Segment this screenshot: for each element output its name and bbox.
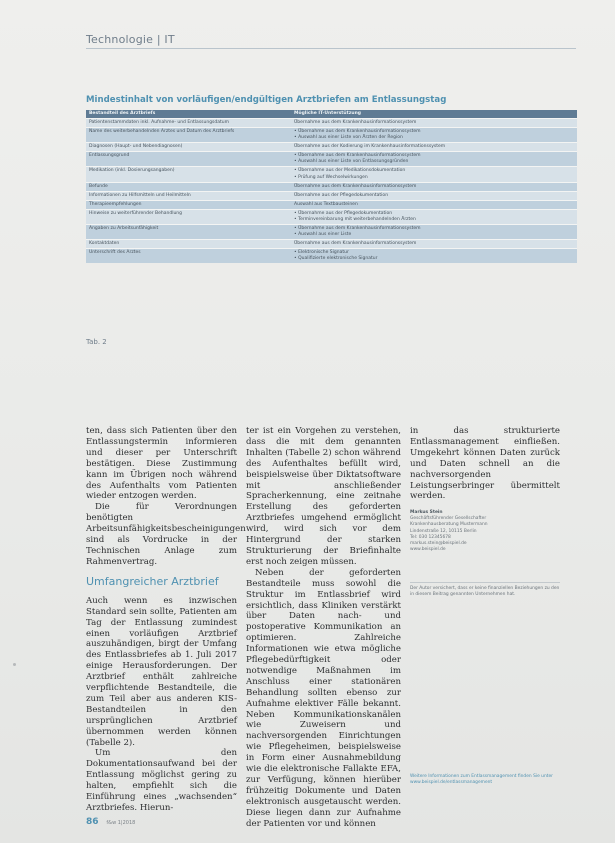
paragraph: Neben der geforderten Bestandteile muss sowohl die Struktur im Entlassbrief wird ersichtlich, dass Kliniken verstärkt über Daten nach- und postoperative Kommunikation an optimieren. Zahlreiche Informationen wie etwa mögliche Pflegebedürftigkeit oder notwendige Maßnahmen im Anschluss einer stationären Behandlung sollten ebenso zur Aufnahme elektiver Fälle bekannt. Neben Kommunikationskanälen wie Zuweisern und nachversorgenden Einrichtungen wie Pflegeheimen, beispielsweise in Form einer Ausnahmebildung wie die elektronische Fallakte EFA, zur Verfügung, können hierüber frühzeitig Dokumente und Daten elektronisch ausgetauscht werden. Diese liegen dann zur Aufnahme der Patienten vor und können	[246, 567, 401, 829]
table-cell: Auswahl aus Textbausteinen	[291, 200, 577, 209]
table-row	[86, 128, 577, 143]
author-line: markus.stein@beispiel.de	[410, 541, 467, 547]
text-column-3	[410, 426, 560, 502]
table-cell: Medikation (inkl. Dosierungsangaben)	[86, 167, 291, 182]
table-row	[86, 209, 577, 224]
author-name: Markus Stein	[410, 510, 443, 515]
table-row	[86, 152, 577, 167]
table-cell: Patientenstammdaten inkl. Aufnahme- und Entlassungsdatum	[86, 119, 291, 128]
table-cell: Unterschrift des Arztes	[86, 249, 291, 264]
table-cell: Übernahme aus dem Krankenhausinformationssystem	[291, 240, 577, 249]
text-column-1	[86, 426, 246, 814]
table-cell: • Übernahme aus der Pflegedokumentation • Terminvereinbarung mit weiterbehandelnden Ärzten	[291, 209, 577, 224]
info-link[interactable]: Weitere Informationen zum Entlassmanagement finden Sie unter www.beispiel.de/entlassmanagement	[410, 774, 553, 786]
author-line: Krankenhausberatung Mustermann	[410, 522, 488, 528]
table-cell: Hinweise zu weiterführender Behandlung	[86, 209, 291, 224]
magazine-name: f&w 1|2018	[106, 820, 136, 826]
paragraph: Auch wenn es inzwischen Standard sein sollte, Patienten am Tag der Entlassung zumindest einen vorläufigen Arztbrief auszuhändigen, birgt der Umfang des Entlassbriefes ab 1. Juli 2017 einige Herausforderungen. Der Arztbrief enthält zahlreiche verpflichtende Bestandteile, die zum Teil aber aus anderen KIS-Bestandteilen in den ursprünglichen Arztbrief übernommen werden können (Tabelle 2).	[86, 595, 237, 748]
table-cell: • Übernahme aus dem Krankenhausinformationssystem • Auswahl aus einer Liste	[291, 224, 577, 239]
table-cell: Entlassungsgrund	[86, 152, 291, 167]
author-box	[410, 510, 560, 553]
table-cell: Übernahme aus der Kodierung im Krankenhausinformationssystem	[291, 143, 577, 152]
subheading: Umfangreicher Arztbrief	[86, 574, 219, 588]
author-line: Tel: 030 12345678	[410, 534, 451, 540]
table-header-cell: Mögliche IT-Unterstützung	[291, 110, 577, 119]
table-row	[86, 143, 577, 152]
author-line: Lindenstraße 12, 10115 Berlin	[410, 528, 477, 534]
author-line: www.beispiel.de	[410, 547, 446, 553]
table-cell: Angaben zu Arbeitsunfähigkeit	[86, 224, 291, 239]
paragraph: Um den Dokumentationsaufwand bei der Entlassung möglichst gering zu halten, empfiehlt sich die Einführung eines „wachsenden“ Arztbriefes. Hierun-	[86, 748, 237, 813]
table-row	[86, 224, 577, 239]
page-number: 86	[86, 817, 99, 827]
table-cell: Befunde	[86, 182, 291, 191]
table-cell: Übernahme aus dem Krankenhausinformationssystem	[291, 182, 577, 191]
requirements-table	[86, 110, 577, 263]
disclosure-note: Der Autor versichert, dass er keine finanziellen Beziehungen zu den in diesem Beitrag genannten Unternehmen hat.	[410, 582, 560, 598]
table-row	[86, 119, 577, 128]
paragraph: Die für Verordnungen benötigten Arbeitsunfähigkeitsbescheinigungen sind als Vordrucke in der Technischen Anlage zum Rahmenvertrag.	[86, 502, 246, 567]
table-cell: Übernahme aus der Pflegedokumentation	[291, 191, 577, 200]
punch-hole	[13, 663, 16, 666]
paragraph: ter ist ein Vorgehen zu verstehen, dass die mit dem genannten Inhalten (Tabelle 2) schon während des Aufenthaltes befüllt wird, beispielsweise über Diktatsoftware mit anschließender Spracherkennung, eine zeitnahe Erstellung des geforderten Arztbriefes umgehend ermöglicht wird, wird sich vor dem Hintergrund der starken Strukturierung der Briefinhalte erst noch zeigen müssen.	[246, 426, 401, 567]
table-cell: • Übernahme aus dem Krankenhausinformationssystem • Auswahl aus einer Liste von Entlassungsgründen	[291, 152, 577, 167]
table-title: Mindestinhalt von vorläufigen/endgültigen Arztbriefen am Entlassungstag	[86, 95, 447, 105]
table-cell: • Übernahme aus der Medikationsdokumentation • Prüfung auf Wechselwirkungen	[291, 167, 577, 182]
table-cell: Therapieempfehlungen	[86, 200, 291, 209]
page-footer	[86, 817, 135, 827]
table-row	[86, 167, 577, 182]
table-label: Tab. 2	[86, 338, 107, 346]
table-header-cell: Bestandteil des Arztbriefs	[86, 110, 291, 119]
table-cell: Diagnosen (Haupt- und Nebendiagnosen)	[86, 143, 291, 152]
paragraph: ten, dass sich Patienten über den Entlassungstermin informieren und dieser per Unterschrift bestätigen. Diese Zustimmung kann im Übrigen noch während des Aufenthalts vom Patienten wieder entzogen werden.	[86, 426, 237, 502]
table-cell: • Elektronische Signatur • Qualifizierte elektronische Signatur	[291, 249, 577, 264]
table-row	[86, 249, 577, 264]
table-cell: Kontaktdaten	[86, 240, 291, 249]
table-header-row	[86, 110, 577, 119]
text-column-2	[246, 426, 401, 830]
table-row	[86, 240, 577, 249]
header-rule	[86, 48, 576, 49]
author-line: Geschäftsführender Gesellschafter	[410, 516, 487, 522]
section-title: Technologie | IT	[86, 33, 175, 46]
table-cell: Informationen zu Hilfsmitteln und Heilmitteln	[86, 191, 291, 200]
table-row	[86, 182, 577, 191]
table-row	[86, 191, 577, 200]
table-cell: • Übernahme aus dem Krankenhausinformationssystem • Auswahl aus einer Liste von Ärzten der Region	[291, 128, 577, 143]
table-cell: Übernahme aus dem Krankenhausinformationssystem	[291, 119, 577, 128]
table-cell: Name des weiterbehandelnden Arztes und Datum des Arztbriefs	[86, 128, 291, 143]
table-row	[86, 200, 577, 209]
paragraph: in das strukturierte Entlassmanagement einfließen. Umgekehrt können Daten zurück und Daten schnell an die nachversorgenden Leistungserbringer übermittelt werden.	[410, 426, 560, 502]
